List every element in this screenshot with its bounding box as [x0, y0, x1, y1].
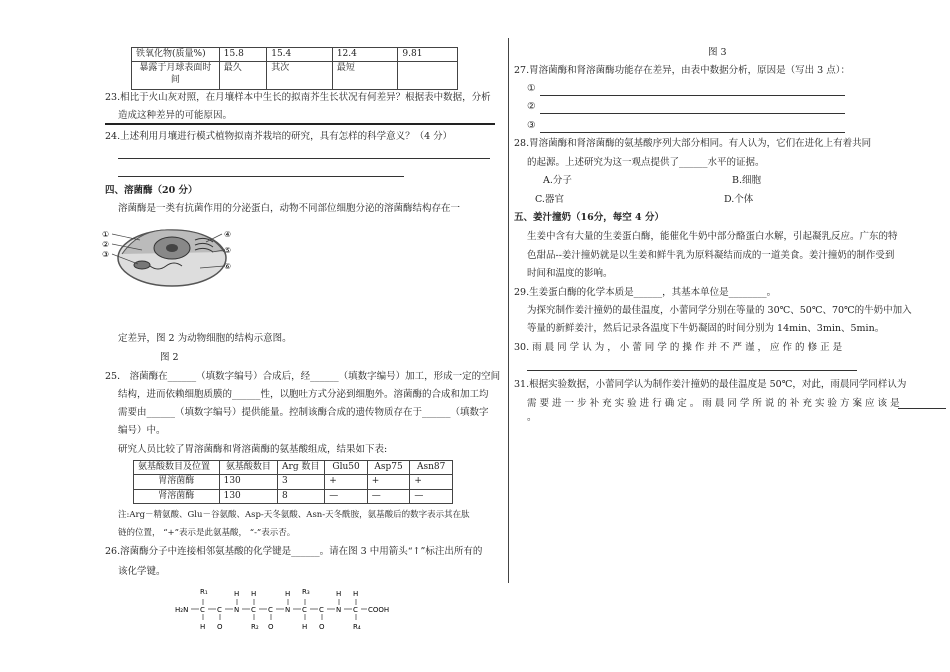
q31-line1: 31.根据实验数据，小蕾同学认为制作姜汁撞奶的最佳温度是 50℃，对此，雨晨同学同样认为: [514, 379, 907, 390]
table-cell: 15.8: [219, 48, 266, 62]
table-row: [132, 62, 458, 90]
hydrogen: H: [336, 590, 342, 598]
table-header-cell: 氨基酸数目及位置: [134, 461, 220, 475]
q29-para1: 为探究制作姜汁撞奶的最佳温度，小蕾同学分别在等量的 30℃、50℃、70℃的牛奶中加入: [527, 305, 912, 316]
hydrogen: H: [234, 590, 240, 598]
q28-option-d[interactable]: D.个体: [724, 194, 754, 205]
hydrogen: H: [302, 623, 308, 631]
cell-label: ⑥: [224, 262, 232, 271]
q23-line1: 23.相比于火山灰对照，在月壤样本中生长的拟南芥生长状况有何差异？根据表中数据，分析: [105, 92, 491, 103]
table-header-cell: 氨基酸数目: [219, 461, 277, 475]
cell-label: ④: [224, 230, 232, 239]
q27-item-1: ①: [527, 83, 536, 94]
q28-option-a[interactable]: A.分子: [543, 175, 572, 186]
table-header-cell: Asn87: [410, 461, 453, 475]
answer-line[interactable]: [540, 113, 845, 114]
table-cell: +: [367, 475, 410, 489]
q31-line2: 需 要 进 一 步 补 充 实 验 进 行 确 定 。 雨 晨 同 学 所 说 的 补 充 实 验 方 案 应 该 是: [527, 398, 900, 409]
alpha-carbon: C: [251, 606, 256, 614]
table-cell: 其次: [267, 62, 333, 90]
q26-line1: 26.溶菌酶分子中连接相邻氨基酸的化学键是______。请在图 3 中用箭头“↑”标注出所有的: [105, 546, 483, 557]
amide-nitrogen: N: [285, 606, 291, 614]
table-header-row: [134, 461, 453, 475]
q28-line2: 的起源。上述研究为这一观点提供了______水平的证据。: [527, 157, 765, 168]
table-header-cell: Arg 数目: [278, 461, 325, 475]
oxygen: O: [268, 623, 274, 631]
q29-question: 29.生姜蛋白酶的化学本质是______，其基本单位是________。: [514, 287, 777, 298]
table-cell: 肾溶菌酶: [134, 489, 220, 503]
table-row: [134, 475, 453, 489]
table-cell: 130: [219, 489, 277, 503]
amino-acid-table: [133, 460, 453, 504]
table-cell: [398, 62, 458, 90]
answer-line[interactable]: [118, 176, 404, 177]
q28-option-c[interactable]: C.器官: [535, 194, 564, 205]
section4-intro-cont: 定差异，图 2 为动物细胞的结构示意图。: [118, 333, 292, 344]
hydrogen: H: [251, 590, 257, 598]
side-chain: R₂: [251, 623, 259, 631]
table-cell: 最久: [219, 62, 266, 90]
peptide-structure-figure: [175, 585, 390, 637]
alpha-carbon: C: [302, 606, 307, 614]
q25-line2: 结构，进而依赖细胞质膜的______性，以胞吐方式分泌到细胞外。溶菌酶的合成和加工均: [118, 389, 489, 400]
alpha-carbon: C: [200, 606, 205, 614]
q25-line1: 25． 溶菌酶在______（填数字编号）合成后，经______（填数字编号）加工，形成一定的空间: [105, 371, 501, 382]
section5-para3: 时间和温度的影响。: [527, 268, 613, 279]
answer-line[interactable]: [540, 132, 845, 133]
side-chain: R₄: [353, 623, 361, 631]
q25-line3: 需要由______（填数字编号）提供能量。控制该酶合成的遗传物质存在于______（填数字: [118, 407, 489, 418]
side-chain: R₁: [200, 588, 208, 596]
amide-nitrogen: N: [336, 606, 342, 614]
column-divider: [508, 38, 509, 583]
carboxyl-terminal: COOH: [368, 606, 390, 614]
table-header-cell: Glu50: [325, 461, 368, 475]
q27-item-3: ③: [527, 120, 536, 131]
table-cell: —: [325, 489, 368, 503]
carbonyl-carbon: C: [217, 606, 222, 614]
mitochondrion: [134, 261, 150, 269]
section4-intro: 溶菌酶是一类有抗菌作用的分泌蛋白，动物不同部位细胞分泌的溶菌酶结构存在一: [118, 203, 461, 214]
table-cell: 8: [278, 489, 325, 503]
figure3-caption: 图 3: [708, 47, 727, 58]
q25-table-intro: 研究人员比较了胃溶菌酶和肾溶菌酶的氨基酸组成，结果如下表:: [118, 444, 388, 455]
q28-option-b[interactable]: B.细胞: [732, 175, 762, 186]
table-row: [132, 48, 458, 62]
q27-question: 27.胃溶菌酶和肾溶菌酶功能存在差异，由表中数据分析，原因是（写出 3 点）：: [514, 65, 850, 76]
divider: [105, 123, 495, 125]
iron-oxide-table: [131, 47, 458, 90]
oxygen: O: [319, 623, 325, 631]
answer-line[interactable]: [898, 408, 946, 409]
answer-line[interactable]: [540, 95, 845, 96]
cell-label: ③: [102, 250, 110, 259]
table-cell: 15.4: [267, 48, 333, 62]
table-cell: 最短: [332, 62, 398, 90]
carbonyl-carbon: C: [268, 606, 273, 614]
table-cell: —: [367, 489, 410, 503]
table-row: [134, 489, 453, 503]
q24-question: 24.上述利用月壤进行模式植物拟南芥栽培的研究，具有怎样的科学意义？（4 分）: [105, 131, 453, 142]
carbonyl-carbon: C: [319, 606, 324, 614]
cell-label: ①: [102, 230, 110, 239]
table-cell: 3: [278, 475, 325, 489]
animal-cell-figure: [100, 218, 235, 288]
hydrogen: H: [200, 623, 206, 631]
q27-item-2: ②: [527, 101, 536, 112]
section5-para2: 色甜品--姜汁撞奶就是以生姜和鲜牛乳为原料凝结而成的一道美食。姜汁撞奶的制作受到: [527, 250, 895, 261]
section5-para1: 生姜中含有大量的生姜蛋白酶，能催化牛奶中部分酪蛋白水解，引起凝乳反应。广东的特: [527, 231, 898, 242]
hydrogen: H: [285, 590, 291, 598]
section4-title: 四、溶菌酶（20 分）: [105, 185, 198, 196]
q25-line4: 编号）中。: [118, 425, 166, 436]
nucleolus: [166, 244, 178, 252]
q31-line3: 。: [527, 412, 537, 423]
table-cell: —: [410, 489, 453, 503]
q23-line2: 造成这种差异的可能原因。: [118, 110, 233, 121]
q28-line1: 28.胃溶菌酶和肾溶菌酶的氨基酸序列大部分相同。有人认为，它们在进化上有着共同: [514, 138, 872, 149]
table-cell: 暴露于月球表面时间: [132, 62, 220, 90]
amino-terminal: H₂N: [175, 606, 189, 614]
cell-label: ⑤: [224, 246, 232, 255]
oxygen: O: [217, 623, 223, 631]
side-chain: R₃: [302, 588, 310, 596]
table-cell: +: [325, 475, 368, 489]
answer-line[interactable]: [118, 158, 490, 159]
table-cell: 胃溶菌酶: [134, 475, 220, 489]
table-cell: 12.4: [332, 48, 398, 62]
q26-line2: 该化学键。: [118, 566, 166, 577]
answer-line[interactable]: [527, 370, 857, 371]
table-cell: +: [410, 475, 453, 489]
table-cell: 9.81: [398, 48, 458, 62]
table-header-cell: Asp75: [367, 461, 410, 475]
table-note-line2: 链的位置， “+”表示是此氨基酸， “-”表示否。: [118, 528, 296, 538]
figure2-caption: 图 2: [160, 352, 179, 363]
q30-question: 30. 雨 晨 同 学 认 为 ， 小 蕾 同 学 的 操 作 并 不 严 谨 ， 应 作 的 修 正 是: [514, 342, 843, 353]
alpha-carbon: C: [353, 606, 358, 614]
q29-para2: 等量的新鲜姜汁，然后记录各温度下牛奶凝固的时间分别为 14min、3min、5min。: [527, 323, 885, 334]
hydrogen: H: [353, 590, 359, 598]
table-cell: 铁氧化物(质量%): [132, 48, 220, 62]
table-cell: 130: [219, 475, 277, 489]
cell-label: ②: [102, 240, 110, 249]
section5-title: 五、姜汁撞奶（16分，每空 4 分）: [514, 212, 664, 223]
table-note-line1: 注:Arg－精氨酸、Glu－谷氨酸、Asp-天冬氨酸、Asn-天冬酰胺，氨基酸后的数字表示其在肽: [118, 510, 470, 520]
amide-nitrogen: N: [234, 606, 240, 614]
